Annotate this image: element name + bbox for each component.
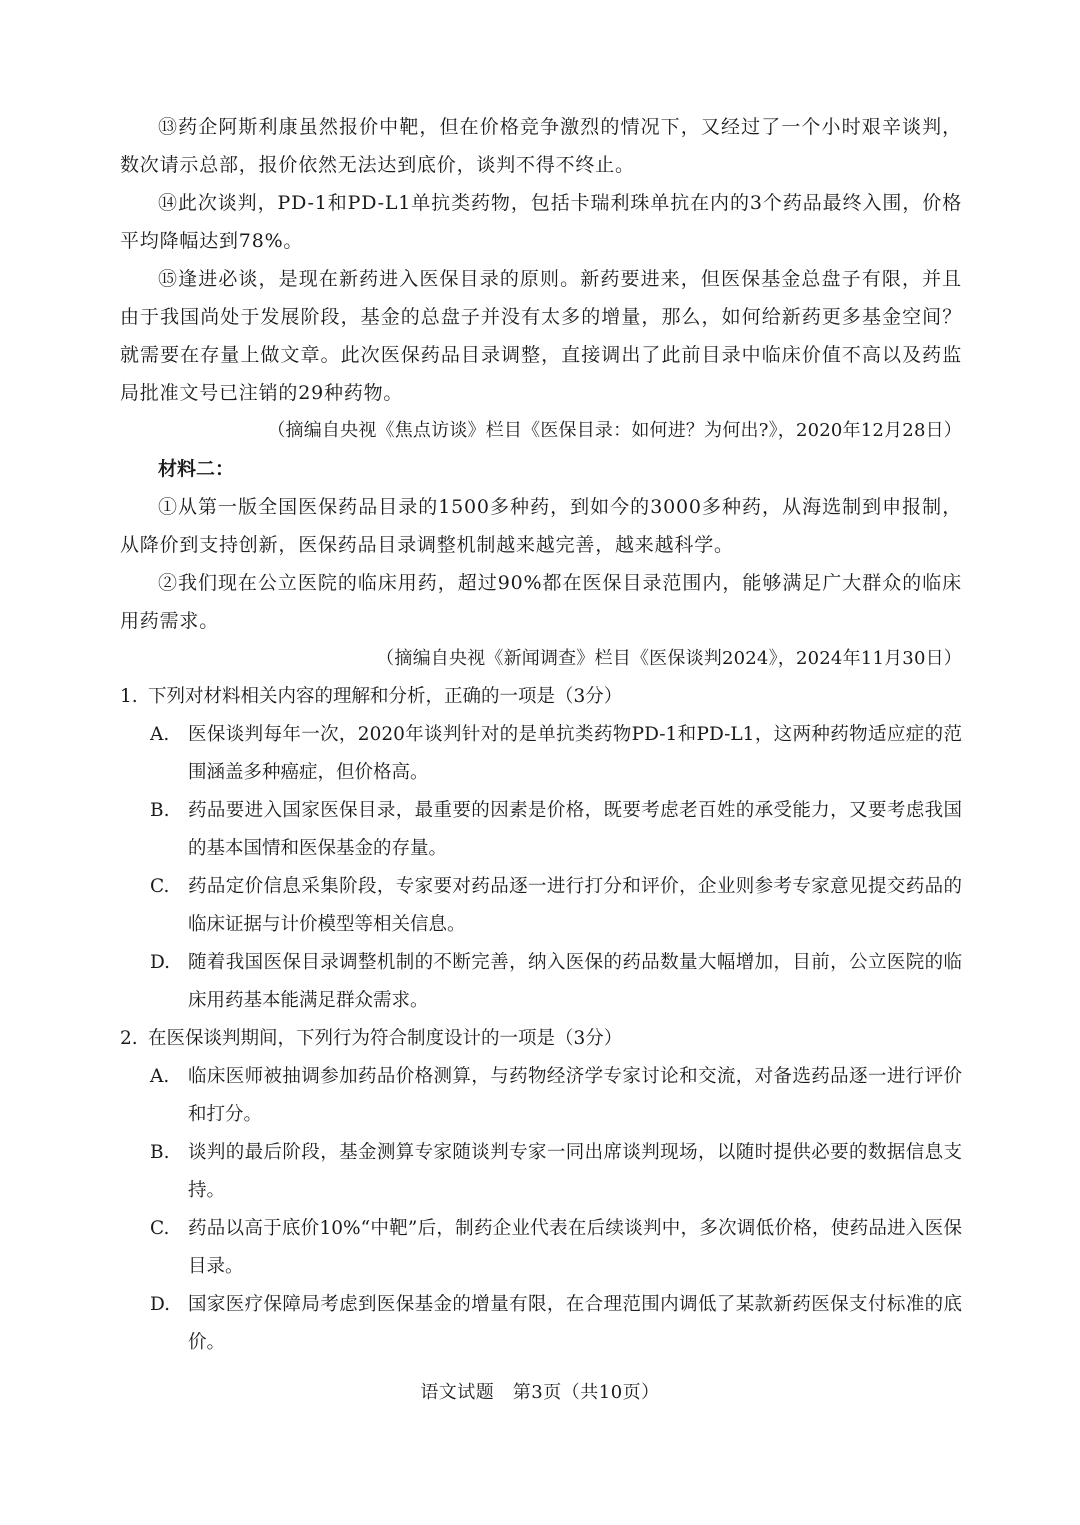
paragraph-15: ⑮逢进必谈，是现在新药进入医保目录的原则。新药要进来，但医保基金总盘子有限，并且由于我国尚处于发展阶段，基金的总盘子并没有太多的增量，那么，如何给新药更多基金空间？就需要在存量上做文章。此次医保药品目录调整，直接调出了此前目录中临床价值不高以及药监局批准文号已注销的29种药物。 — [120, 268, 962, 404]
option-text: 药品要进入国家医保目录，最重要的因素是价格，既要考虑老百姓的承受能力，又要考虑我国的基本国情和医保基金的存量。 — [188, 800, 962, 859]
option-letter: B. — [150, 1142, 170, 1163]
option-letter: A. — [150, 724, 170, 745]
question-2-stem — [120, 1020, 962, 1058]
page-footer: 语文试题 第3页（共10页） — [420, 1382, 660, 1403]
option-letter: A. — [150, 1066, 170, 1087]
option-letter: D. — [150, 952, 171, 973]
question-2-option-a[interactable] — [120, 1058, 962, 1134]
material-two-heading: 材料二： — [158, 458, 235, 480]
material-two-source: （摘编自央视《新闻调查》栏目《医保谈判2024》，2024年11月30日） — [376, 648, 962, 669]
question-2-text: 在医保谈判期间，下列行为符合制度设计的一项是（3分） — [148, 1028, 623, 1049]
question-2-number: 2. — [120, 1028, 138, 1049]
option-text: 随着我国医保目录调整机制的不断完善，纳入医保的药品数量大幅增加，目前，公立医院的临床用药基本能满足群众需求。 — [188, 952, 962, 1011]
option-letter: D. — [150, 1294, 171, 1315]
option-letter: C. — [150, 876, 170, 897]
question-1-option-c[interactable] — [120, 868, 962, 944]
question-2-option-c[interactable] — [120, 1210, 962, 1286]
question-1-option-b[interactable] — [120, 792, 962, 868]
option-text: 药品定价信息采集阶段，专家要对药品逐一进行打分和评价，企业则参考专家意见提交药品的临床证据与计价模型等相关信息。 — [188, 876, 962, 935]
question-1-option-d[interactable] — [120, 944, 962, 1020]
question-2-option-d[interactable] — [120, 1286, 962, 1362]
question-1-stem — [120, 678, 962, 716]
option-text: 谈判的最后阶段，基金测算专家随谈判专家一同出席谈判现场，以随时提供必要的数据信息支持。 — [188, 1142, 962, 1201]
paragraph-14: ⑭此次谈判，PD-1和PD-L1单抗类药物，包括卡瑞利珠单抗在内的3个药品最终入围，价格平均降幅达到78%。 — [120, 192, 962, 252]
material-one-source: （摘编自央视《焦点访谈》栏目《医保目录：如何进？为何出?》，2020年12月28日） — [267, 420, 962, 441]
option-text: 医保谈判每年一次，2020年谈判针对的是单抗类药物PD-1和PD-L1，这两种药物适应症的范围涵盖多种癌症，但价格高。 — [188, 724, 962, 783]
paragraph-13: ⑬药企阿斯利康虽然报价中靶，但在价格竞争激烈的情况下，又经过了一个小时艰辛谈判，数次请示总部，报价依然无法达到底价，谈判不得不终止。 — [120, 116, 962, 176]
exam-page-content — [120, 108, 962, 1362]
option-text: 药品以高于底价10%“中靶”后，制药企业代表在后续谈判中，多次调低价格，使药品进入医保目录。 — [188, 1218, 962, 1277]
option-text: 国家医疗保障局考虑到医保基金的增量有限，在合理范围内调低了某款新药医保支付标准的底价。 — [188, 1294, 962, 1353]
question-2-option-b[interactable] — [120, 1134, 962, 1210]
question-1-option-a[interactable] — [120, 716, 962, 792]
material-two-paragraph-2: ②我们现在公立医院的临床用药，超过90%都在医保目录范围内，能够满足广大群众的临床用药需求。 — [120, 572, 962, 632]
option-text: 临床医师被抽调参加药品价格测算，与药物经济学专家讨论和交流，对备选药品逐一进行评价和打分。 — [188, 1066, 962, 1125]
question-1-number: 1. — [120, 686, 138, 707]
option-letter: B. — [150, 800, 170, 821]
option-letter: C. — [150, 1218, 170, 1239]
question-1-text: 下列对材料相关内容的理解和分析，正确的一项是（3分） — [148, 686, 623, 707]
material-two-paragraph-1: ①从第一版全国医保药品目录的1500多种药，到如今的3000多种药，从海选制到申报制，从降价到支持创新，医保药品目录调整机制越来越完善，越来越科学。 — [120, 496, 962, 556]
